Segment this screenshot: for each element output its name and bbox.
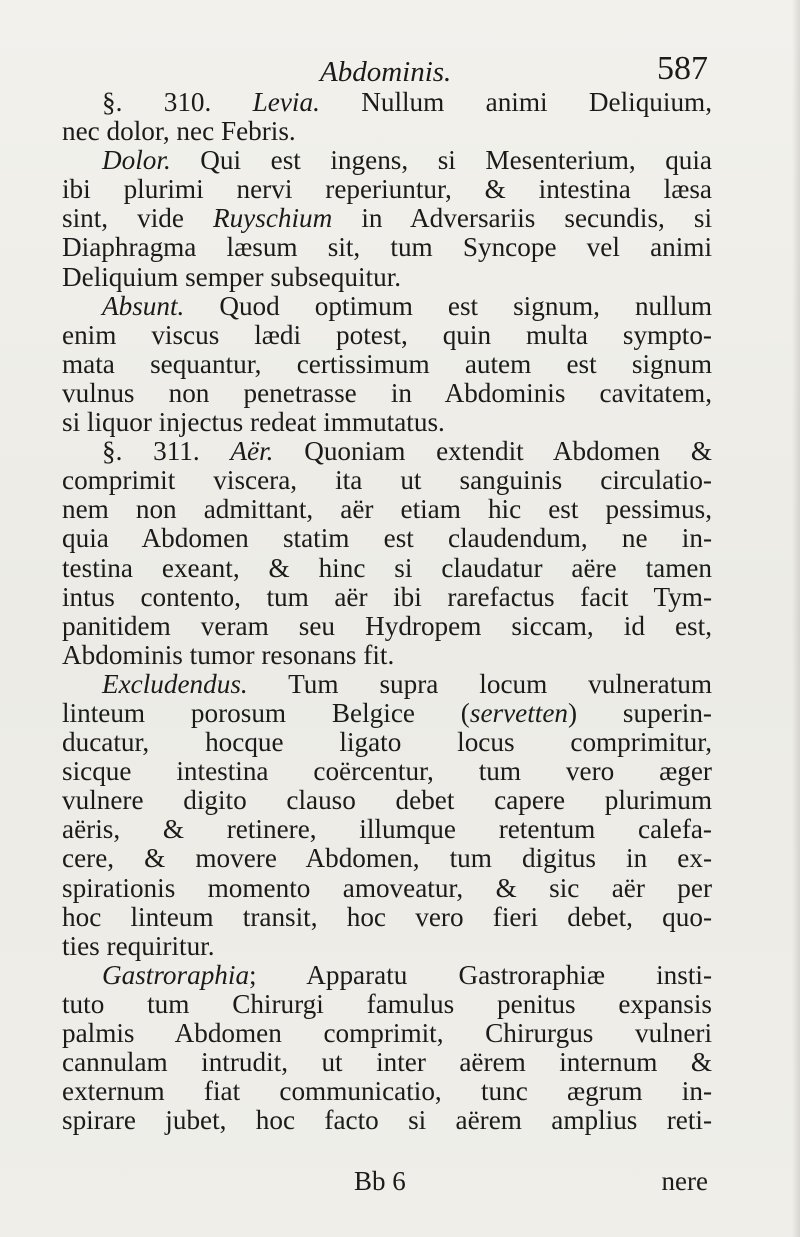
- text-line: panitidem veram seu Hydropem siccam, id est,: [62, 610, 712, 641]
- text-line: cere, & movere Abdomen, tum digitus in ex-: [62, 843, 712, 874]
- text-line: spirationis momento amoveatur, & sic aër per: [62, 872, 712, 903]
- signature-mark: Bb 6: [354, 1166, 406, 1196]
- text-line: nec dolor, nec Febris.: [62, 116, 296, 147]
- text-line: Abdominis tumor resonans fit.: [62, 639, 395, 670]
- page-number: 587: [657, 50, 708, 87]
- text-line-dolor: Dolor. Qui est ingens, si Mesenterium, quia: [102, 145, 712, 176]
- text-line: quia Abdomen statim est claudendum, ne in-: [62, 523, 712, 554]
- text-line: sint, vide Ruyschium in Adversariis secundis, si: [62, 203, 712, 234]
- text-line: Diaphragma læsum sit, tum Syncope vel animi: [62, 232, 712, 263]
- text-line: ducatur, hocque ligato locus comprimitur,: [62, 727, 712, 758]
- body-text: [62, 88, 712, 1135]
- text-line: comprimit viscera, ita ut sanguinis circulatio-: [62, 465, 712, 496]
- text-line-absunt: Absunt. Quod optimum est signum, nullum: [102, 290, 712, 321]
- running-head: Abdominis.: [320, 56, 452, 88]
- marginal-label-aer: Aër.: [230, 436, 274, 467]
- marginal-label-levia: Levia.: [252, 87, 320, 117]
- text-line: ibi plurimi nervi reperiuntur, & intestina læsa: [62, 174, 712, 205]
- text-line-excludendus: Excludendus. Tum supra locum vulneratum: [102, 668, 712, 699]
- text-line: ties requiritur.: [62, 930, 215, 961]
- text-line: intus contento, tum aër ibi rarefactus facit Tym-: [62, 581, 712, 612]
- catchword: nere: [661, 1166, 708, 1196]
- text-line: vulnus non penetrasse in Abdominis cavitatem,: [62, 377, 712, 408]
- marginal-label-absunt: Absunt.: [102, 290, 185, 321]
- text-line-gastroraphia: Gastroraphia; Apparatu Gastroraphiæ insti-: [102, 959, 712, 990]
- marginal-label-dolor: Dolor.: [102, 145, 171, 176]
- text-line: Deliquium semper subsequitur.: [62, 261, 402, 292]
- text-line: linteum porosum Belgice (servetten) superin-: [62, 697, 712, 728]
- text-line: mata sequantur, certissimum autem est signum: [62, 348, 712, 379]
- text-line: testina exeant, & hinc si claudatur aëre tamen: [62, 552, 712, 583]
- page-footer: [62, 1166, 712, 1198]
- marginal-label-excludendus: Excludendus.: [102, 668, 248, 699]
- marginal-label-gastroraphia: Gastroraphia: [102, 959, 250, 990]
- text-line: si liquor injectus redeat immutatus.: [62, 407, 445, 438]
- text-line: enim viscus lædi potest, quin multa sympto-: [62, 319, 712, 350]
- text-line: palmis Abdomen comprimit, Chirurgus vulneri: [62, 1018, 712, 1048]
- text-line: aëris, & retinere, illumque retentum calefa-: [62, 814, 712, 845]
- text-line: spirare jubet, hoc facto si aërem amplius reti-: [62, 1105, 712, 1136]
- cited-name-ruyschium: Ruyschium: [212, 203, 333, 234]
- page-edge-shadow: [792, 0, 800, 1237]
- text-line: sicque intestina coërcentur, tum vero æger: [62, 756, 712, 787]
- text-line: vulnere digito clauso debet capere plurimum: [62, 785, 712, 816]
- text-line-section-311: §. 311. Aër. Quoniam extendit Abdomen &: [102, 436, 712, 467]
- text-line: hoc linteum transit, hoc vero fieri debet, quo-: [62, 901, 712, 932]
- text-line-section-310: §. 310. Levia. Nullum animi Deliquium,: [102, 87, 712, 117]
- dutch-term-servetten: servetten: [469, 697, 568, 728]
- text-line: cannulam intrudit, ut inter aërem internum &: [62, 1047, 712, 1078]
- text-line: nem non admittant, aër etiam hic est pessimus,: [62, 494, 712, 525]
- text-line: tuto tum Chirurgi famulus penitus expansis: [62, 988, 712, 1019]
- text-line: externum fiat communicatio, tunc ægrum in-: [62, 1076, 712, 1107]
